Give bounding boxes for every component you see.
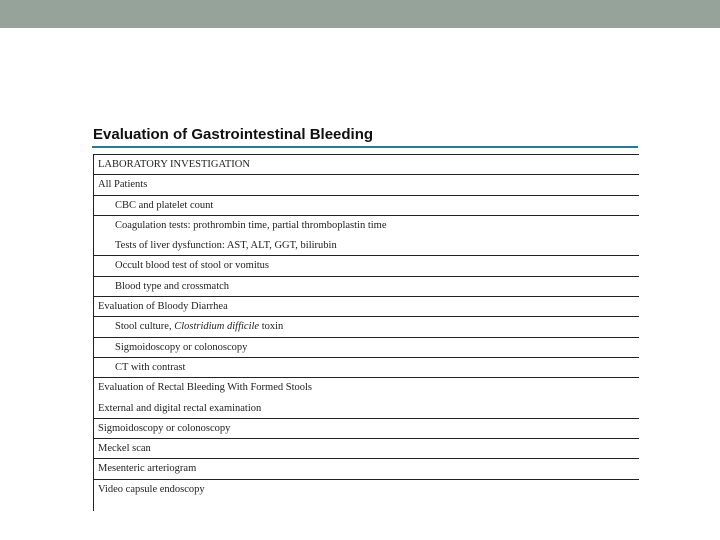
row-text: Meckel scan <box>98 443 151 455</box>
row-text: Evaluation of Rectal Bleeding With Formed Stools <box>98 382 313 394</box>
row-text: Blood type and crossmatch <box>115 280 230 292</box>
table-row <box>94 480 639 500</box>
row-text: Occult blood test of stool or vomitus <box>115 260 269 272</box>
table-row <box>94 459 639 479</box>
row-text: Coagulation tests: prothrombin time, partial thromboplastin time <box>115 219 387 231</box>
row-text: Stool culture, <box>115 321 175 333</box>
row-text: CT with contrast <box>115 361 186 373</box>
row-text: Sigmoidoscopy or colonoscopy <box>98 422 231 434</box>
row-text: CBC and platelet count <box>115 199 214 211</box>
row-text: Mesenteric arteriogram <box>98 463 197 475</box>
table-row <box>94 216 639 236</box>
table-row <box>94 236 639 256</box>
table-row <box>94 196 639 216</box>
row-text: Sigmoidoscopy or colonoscopy <box>115 341 248 353</box>
row-text: LABORATORY INVESTIGATION <box>98 159 250 170</box>
row-text: Video capsule endoscopy <box>98 483 205 495</box>
row-italic-text: Clostridium difficile <box>174 321 260 333</box>
row-text: Evaluation of Bloody Diarrhea <box>98 301 228 313</box>
table-row <box>94 358 639 378</box>
row-text: External and digital rectal examination <box>98 402 262 414</box>
row-text-after: toxin <box>259 321 284 333</box>
table-title: Evaluation of Gastrointestinal Bleeding <box>93 126 374 143</box>
table-row <box>94 155 639 175</box>
table-row <box>94 399 639 419</box>
evaluation-table <box>93 154 639 511</box>
slide-header-bar <box>0 0 720 28</box>
table-row <box>94 175 639 195</box>
table-row <box>94 317 639 337</box>
table-row <box>94 378 639 398</box>
table-row <box>94 297 639 317</box>
table-row <box>94 439 639 459</box>
table-row <box>94 277 639 297</box>
table-row <box>94 419 639 439</box>
row-text: Tests of liver dysfunction: AST, ALT, GGT, bilirubin <box>115 240 337 252</box>
table-row <box>94 256 639 276</box>
row-text: All Patients <box>98 179 148 191</box>
title-rule <box>92 146 638 148</box>
table-row <box>94 338 639 358</box>
